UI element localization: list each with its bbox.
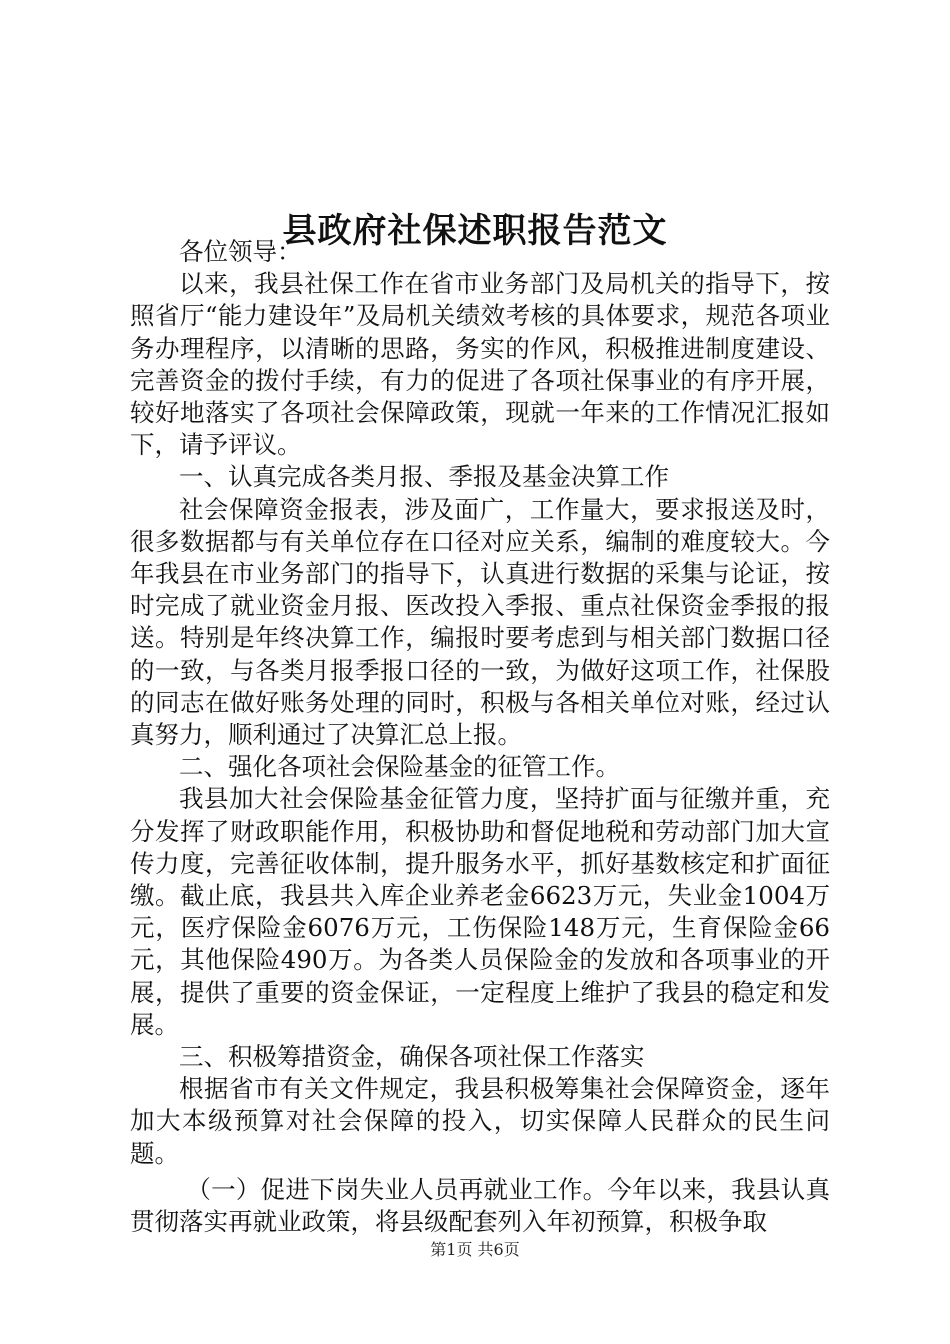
subsection-paragraph-1: （一）促进下岗失业人员再就业工作。今年以来，我县认真贯彻落实再就业政策，将县级配套列入年初预算，积极争取 [130,1174,830,1237]
document-title: 县政府社保述职报告范文 [282,210,668,251]
section-paragraph-1: 社会保障资金报表，涉及面广，工作量大，要求报送及时，很多数据都与有关单位存在口径对应关系，编制的难度较大。今年我县在市业务部门的指导下，认真进行数据的采集与论证，按时完成了就业资金月报、医改投入季报、重点社保资金季报的报送。特别是年终决算工作，编报时要考虑到与相关部门数据口径的一致，与各类月报季报口径的一致，为做好这项工作，社保股的同志在做好账务处理的同时，积极与各相关单位对账，经过认真努力，顺利通过了决算汇总上报。 [130,494,830,750]
section-paragraph-3: 根据省市有关文件规定，我县积极筹集社会保障资金，逐年加大本级预算对社会保障的投入，切实保障人民群众的民生问题。 [130,1074,830,1168]
section-heading-3: 三、积极筹措资金，确保各项社保工作落实 [179,1042,645,1072]
salutation: 各位领导： [179,237,302,266]
section-heading-1: 一、认真完成各类月报、季报及基金决算工作 [179,462,669,492]
section-heading-2: 二、强化各项社会保险基金的征管工作。 [179,752,620,782]
page-footer: 第1页 共6页 [430,1240,520,1259]
intro-paragraph: 以来，我县社保工作在省市业务部门及局机关的指导下，按照省厅“能力建设年”及局机关绩效考核的具体要求，规范各项业务办理程序，以清晰的思路，务实的作风，积极推进制度建设、完善资金的拨付手续，有力的促进了各项社保事业的有序开展，较好地落实了各项社会保障政策，现就一年来的工作情况汇报如下，请予评议。 [130,269,830,460]
section-paragraph-2: 我县加大社会保险基金征管力度，坚持扩面与征缴并重，充分发挥了财政职能作用，积极协助和督促地税和劳动部门加大宣传力度，完善征收体制，提升服务水平，抓好基数核定和扩面征缴。截止底，我县共入库企业养老金6623万元，失业金1004万元，医疗保险金6076万元，工伤保险148万元，生育保险金66元，其他保险490万。为各类人员保险金的发放和各项事业的开展，提供了重要的资金保证，一定程度上维护了我县的稳定和发展。 [130,784,830,1039]
document-body [130,236,830,1238]
